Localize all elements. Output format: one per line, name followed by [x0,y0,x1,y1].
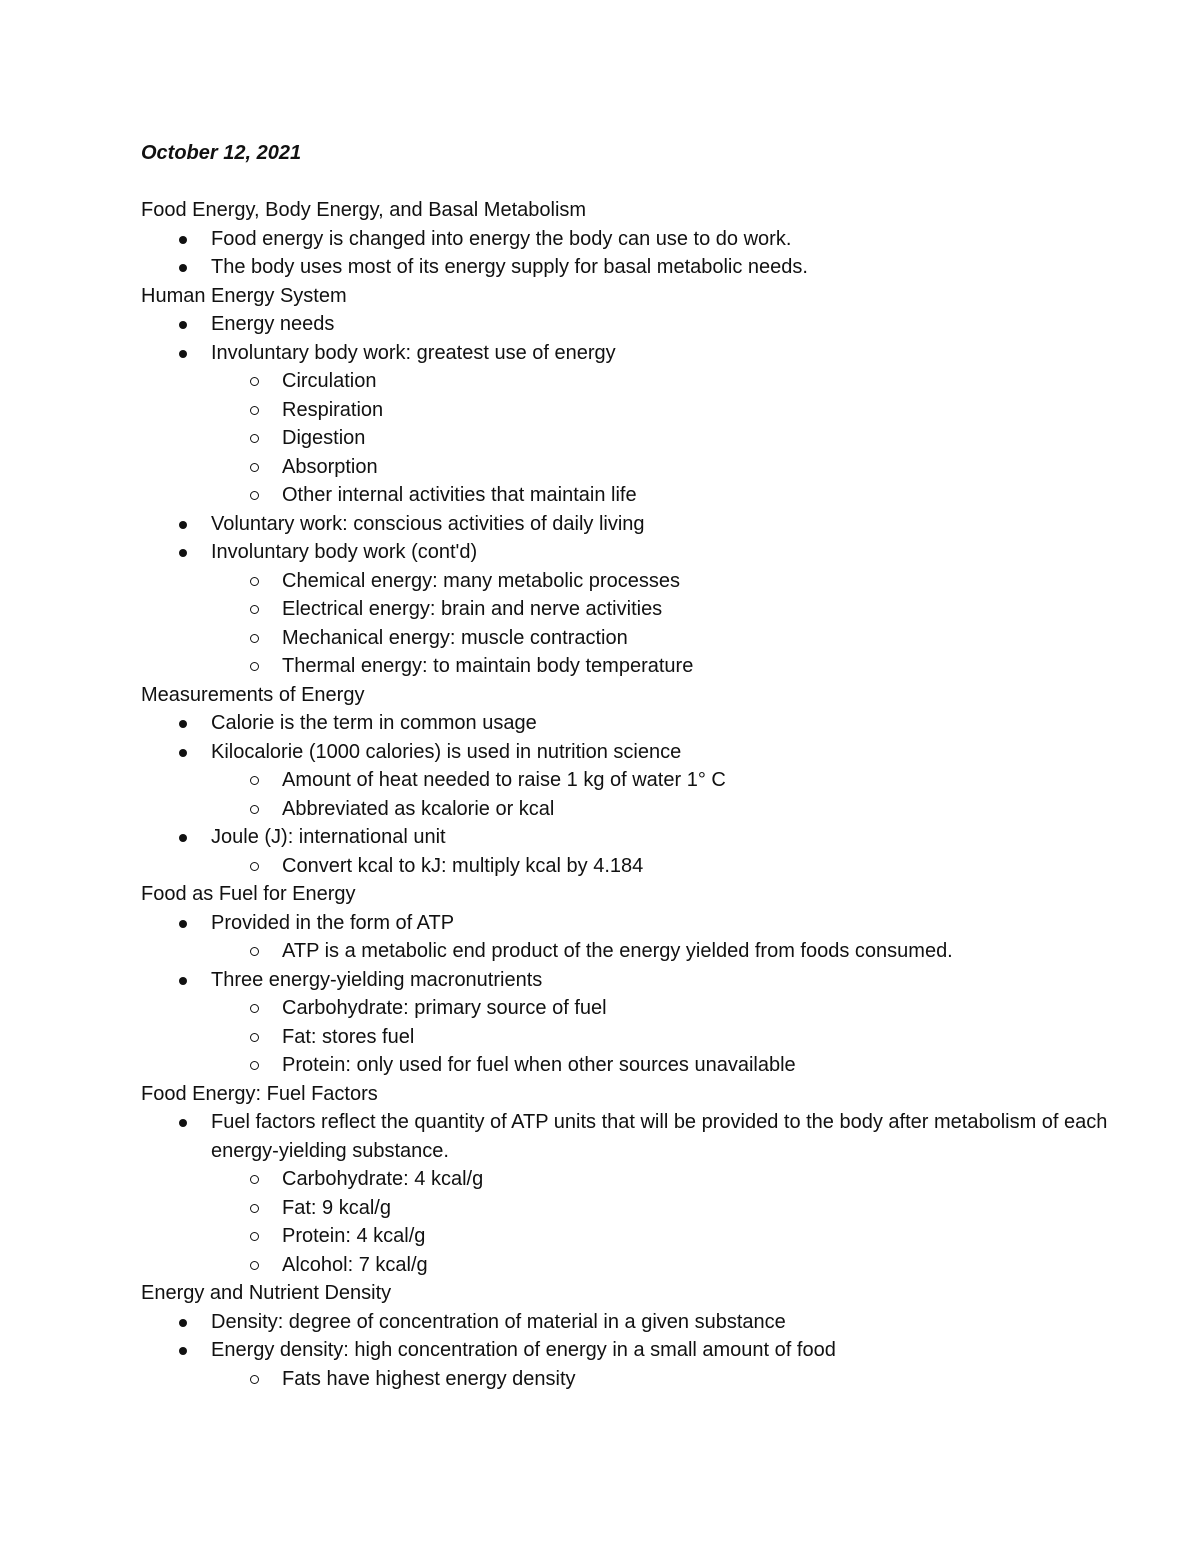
sub-bullet-item [141,453,1141,482]
sub-bullet-item [141,1251,1141,1280]
line-text: Energy density: high concentration of energy in a small amount of food [211,1339,836,1361]
sub-bullet-item [141,652,1141,681]
hollow-bullet-icon [250,1175,259,1184]
bullet-item [141,510,1141,539]
line-text: Fuel factors reflect the quantity of ATP units that will be provided to the body after metabolism of each energy-yielding substance. [211,1111,1108,1162]
line-text: Density: degree of concentration of material in a given substance [211,1310,786,1333]
line-text: Kilocalorie (1000 calories) is used in nutrition science [211,740,682,763]
line-text: Digestion [282,427,366,449]
hollow-bullet-icon [250,463,259,472]
bullet-item [141,253,1141,282]
hollow-bullet-icon [250,634,259,643]
filled-bullet-icon [179,977,187,985]
hollow-bullet-icon [250,862,259,871]
line-text: Electrical energy: brain and nerve activities [282,598,663,620]
section-heading [141,196,1141,225]
filled-bullet-icon [179,521,187,529]
sub-bullet-item [141,937,1141,966]
sub-bullet-item [141,766,1141,795]
bullet-item [141,538,1141,567]
line-text: Energy and Nutrient Density [141,1282,392,1304]
line-text: Involuntary body work: greatest use of energy [211,341,616,364]
line-text: Energy needs [211,313,335,335]
hollow-bullet-icon [250,406,259,415]
line-text: Human Energy System [141,284,347,307]
hollow-bullet-icon [250,1061,259,1070]
line-text: Absorption [282,455,378,478]
line-text: Calorie is the term in common usage [211,712,537,734]
document-date: October 12, 2021 [141,142,302,164]
line-text: The body uses most of its energy supply for basal metabolic needs. [211,256,808,278]
sub-bullet-item [141,424,1141,453]
filled-bullet-icon [179,834,187,842]
hollow-bullet-icon [250,1204,259,1213]
bullet-item [141,909,1141,938]
filled-bullet-icon [179,1347,187,1355]
document-page [141,138,1141,1393]
bullet-item [141,310,1141,339]
sub-bullet-item [141,567,1141,596]
section-heading [141,681,1141,710]
sub-bullet-item [141,396,1141,425]
line-text: ATP is a metabolic end product of the energy yielded from foods consumed. [282,940,953,962]
hollow-bullet-icon [250,805,259,814]
line-text: Mechanical energy: muscle contraction [282,626,628,649]
filled-bullet-icon [179,321,187,329]
section-heading [141,880,1141,909]
bullet-item [141,225,1141,254]
line-text: Protein: only used for fuel when other sources unavailable [282,1054,796,1076]
hollow-bullet-icon [250,776,259,785]
line-text: Voluntary work: conscious activities of daily living [211,512,645,535]
line-text: Chemical energy: many metabolic processes [282,569,680,592]
section-heading [141,282,1141,311]
sub-bullet-item [141,1222,1141,1251]
line-text: Respiration [282,398,384,421]
filled-bullet-icon [179,1119,187,1127]
notes-outline [141,196,1141,1393]
sub-bullet-item [141,1051,1141,1080]
hollow-bullet-icon [250,1232,259,1241]
sub-bullet-item [141,595,1141,624]
hollow-bullet-icon [250,947,259,956]
line-text: Carbohydrate: primary source of fuel [282,997,607,1019]
line-text: Other internal activities that maintain life [282,484,637,506]
line-text: Amount of heat needed to raise 1 kg of water 1° C [282,769,726,791]
filled-bullet-icon [179,720,187,728]
line-text: Measurements of Energy [141,683,365,706]
line-text: Fats have highest energy density [282,1367,576,1390]
sub-bullet-item [141,481,1141,510]
hollow-bullet-icon [250,1261,259,1270]
bullet-item [141,738,1141,767]
line-text: Fat: 9 kcal/g [282,1196,391,1219]
sub-bullet-item [141,994,1141,1023]
hollow-bullet-icon [250,1004,259,1013]
filled-bullet-icon [179,920,187,928]
filled-bullet-icon [179,749,187,757]
bullet-item [141,966,1141,995]
line-text: Food energy is changed into energy the body can use to do work. [211,227,792,250]
sub-bullet-item [141,1194,1141,1223]
line-text: Provided in the form of ATP [211,911,455,934]
line-text: Carbohydrate: 4 kcal/g [282,1168,484,1190]
bullet-item [141,1108,1141,1165]
line-text: Food as Fuel for Energy [141,883,356,905]
sub-bullet-item [141,1023,1141,1052]
hollow-bullet-icon [250,1033,259,1042]
section-heading [141,1080,1141,1109]
sub-bullet-item [141,367,1141,396]
line-text: Food Energy: Fuel Factors [141,1082,378,1105]
sub-bullet-item [141,624,1141,653]
hollow-bullet-icon [250,605,259,614]
hollow-bullet-icon [250,662,259,671]
line-text: Fat: stores fuel [282,1025,415,1048]
filled-bullet-icon [179,549,187,557]
hollow-bullet-icon [250,1375,259,1384]
hollow-bullet-icon [250,577,259,586]
sub-bullet-item [141,1365,1141,1394]
hollow-bullet-icon [250,377,259,386]
line-text: Food Energy, Body Energy, and Basal Metabolism [141,199,587,221]
sub-bullet-item [141,1165,1141,1194]
filled-bullet-icon [179,1319,187,1327]
filled-bullet-icon [179,264,187,272]
line-text: Involuntary body work (cont'd) [211,541,478,563]
line-text: Convert kcal to kJ: multiply kcal by 4.184 [282,854,644,877]
bullet-item [141,823,1141,852]
filled-bullet-icon [179,236,187,244]
line-text: Circulation [282,370,377,392]
sub-bullet-item [141,795,1141,824]
bullet-item [141,1308,1141,1337]
hollow-bullet-icon [250,491,259,500]
line-text: Thermal energy: to maintain body temperature [282,655,694,677]
line-text: Abbreviated as kcalorie or kcal [282,797,555,820]
bullet-item [141,339,1141,368]
line-text: Protein: 4 kcal/g [282,1225,426,1247]
bullet-item [141,709,1141,738]
filled-bullet-icon [179,350,187,358]
line-text: Joule (J): international unit [211,826,446,848]
line-text: Alcohol: 7 kcal/g [282,1253,428,1276]
bullet-item [141,1336,1141,1365]
section-heading [141,1279,1141,1308]
line-text: Three energy-yielding macronutrients [211,968,543,991]
sub-bullet-item [141,852,1141,881]
hollow-bullet-icon [250,434,259,443]
